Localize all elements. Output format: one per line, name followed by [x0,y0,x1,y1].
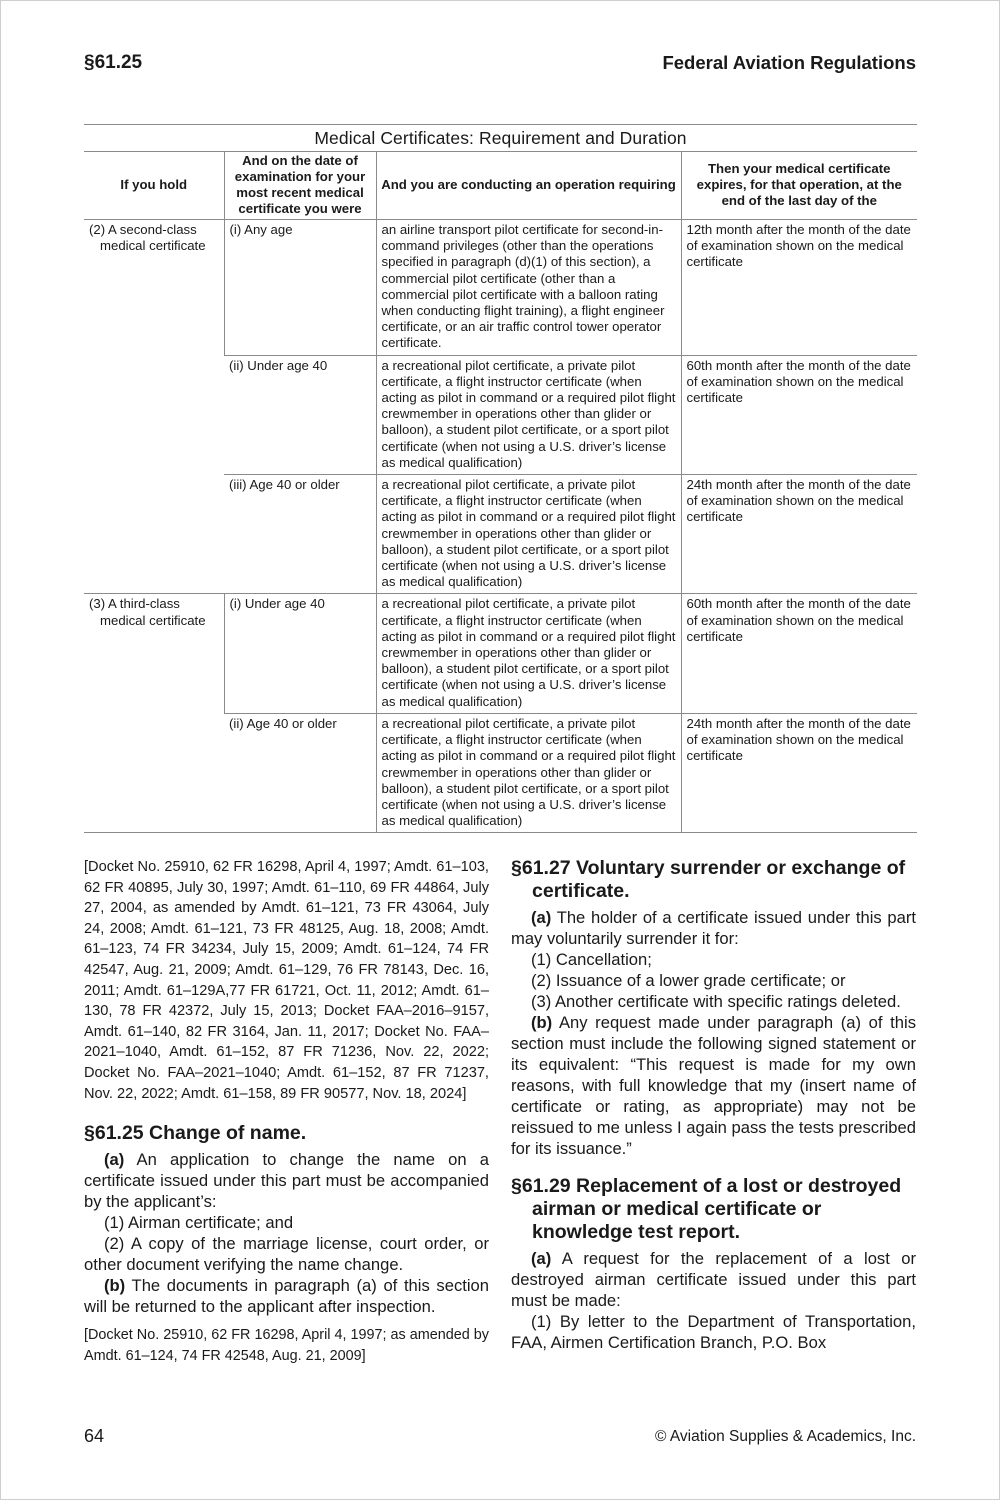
holder-cell-third-class: (3) A third-class medical certificate [84,594,224,833]
running-head-section: §61.25 [84,52,143,73]
expiration-cell: 24th month after the month of the date of examination shown on the medical certificate [681,713,917,832]
table-title: Medical Certificates: Requirement and Duration [84,124,917,151]
left-text-column [84,857,489,1366]
operation-cell: a recreational pilot certificate, a private pilot certificate, a flight instructor certificate (when acting as pilot in command or a required pilot flight crewmember in operations other than glider or balloon), a student pilot certificate, or a sport pilot certificate (when not using a U.S. driver’s license as medical qualification) [376,355,681,474]
paragraph-61-25-a2: (2) A copy of the marriage license, court order, or other document verifying the name change. [84,1234,489,1275]
section-heading-61-25: §61.25 Change of name. [84,1122,307,1145]
medical-certificates-table [84,124,917,833]
paragraph-61-29-a1: (1) By letter to the Department of Transportation, FAA, Airmen Certification Branch, P.O. Box [511,1312,916,1352]
holder-cell-second-class: (2) A second-class medical certificate [89,222,206,254]
section-heading-61-29: §61.29 Replacement of a lost or destroyed airman or medical certificate or knowledge test report. [511,1175,902,1243]
paragraph-61-25-b: (b) The documents in paragraph (a) of this section will be returned to the applicant after inspection. [84,1276,489,1317]
operation-cell: a recreational pilot certificate, a private pilot certificate, a flight instructor certificate (when acting as pilot in command or a required pilot flight crewmember in operations other than glider or balloon), a student pilot certificate, or a sport pilot certificate (when not using a U.S. driver’s license as medical qualification) [376,594,681,713]
citation-61-25: [Docket No. 25910, 62 FR 16298, April 4, 1997; as amended by Amdt. 61–124, 74 FR 42548, Aug. 21, 2009] [84,1327,489,1364]
age-cell: (iii) Age 40 or older [224,475,376,594]
page-number: 64 [84,1426,105,1446]
expiration-cell: 60th month after the month of the date of examination shown on the medical certificate [681,594,917,713]
table-row [84,594,917,713]
expiration-cell: 24th month after the month of the date of examination shown on the medical certificate [681,475,917,594]
paragraph-61-27-a: (a) The holder of a certificate issued under this part may voluntarily surrender it for: [511,908,916,948]
expiration-cell: 60th month after the month of the date of examination shown on the medical certificate [681,355,917,474]
paragraph-61-25-a: (a) An application to change the name on a certificate issued under this part must be accompanied by the applicant’s: [84,1150,489,1212]
table-row [84,220,917,356]
paragraph-61-29-a: (a) A request for the replacement of a lost or destroyed airman certificate issued under this part must be made: [511,1249,916,1310]
age-cell: (i) Under age 40 [224,594,376,713]
column-header-operation: And you are conducting an operation requiring [376,152,681,220]
age-cell: (ii) Age 40 or older [224,713,376,832]
expiration-cell: 12th month after the month of the date of examination shown on the medical certificate [681,220,917,356]
page-footer [84,1426,916,1448]
running-head [84,52,916,78]
column-header-age: And on the date of examination for your most recent medical certificate you were [224,152,376,220]
paragraph-61-25-a1: (1) Airman certificate; and [104,1213,294,1233]
paragraph-61-27-a3: (3) Another certificate with specific ratings deleted. [531,992,901,1011]
paragraph-61-27-a2: (2) Issuance of a lower grade certificate; or [531,971,846,990]
column-header-expires: Then your medical certificate expires, for that operation, at the end of the last day of the [681,152,917,220]
citation-61-23: [Docket No. 25910, 62 FR 16298, April 4, 1997; Amdt. 61–103, 62 FR 40895, July 30, 1997; Amdt. 61–110, 69 FR 44864, July 27, 2004, as amended by Amdt. 61–121, 73 FR 43064, July 24, 2008; Amdt. 61–121, 73 FR 48125, Aug. 18, 2008; Amdt. 61–123, 74 FR 34234, July 15, 2009; Amdt. 61–124, 74 FR 42547, Aug. 21, 2009; Amdt. 61–129, 76 FR 78143, Dec. 16, 2011; Amdt. 61–129A,77 FR 61721, Oct. 11, 2012; Amdt. 61–130, 78 FR 42372, July 15, 2013; Docket FAA–2016–9157, Amdt. 61–140, 82 FR 3164, Jan. 11, 2017; Docket No. FAA–2021–1040, Amdt. 61–152, 87 FR 71236, Nov. 22, 2022; Docket No. FAA–2021–1040; Amdt. 61–152, 87 FR 71237, Nov. 22, 2022; Amdt. 61–158, 89 FR 90577, Nov. 18, 2024] [84,859,489,1102]
operation-cell: a recreational pilot certificate, a private pilot certificate, a flight instructor certificate (when acting as pilot in command or a required pilot flight crewmember in operations other than glider or balloon), a student pilot certificate, or a sport pilot certificate (when not using a U.S. driver’s license as medical qualification) [376,475,681,594]
age-cell: (ii) Under age 40 [224,355,376,474]
age-cell: (i) Any age [224,220,376,356]
section-heading-61-27: §61.27 Voluntary surrender or exchange of certificate. [511,857,906,902]
spacer [84,1317,489,1325]
operation-cell: an airline transport pilot certificate for second-in-command privileges (other than the operations specified in paragraph (d)(1) of this section), a commercial pilot certificate (other than a commercial pilot certificate with a balloon rating when conducting flight training), a flight engineer certificate, or an air traffic control tower operator certificate. [376,220,681,356]
paragraph-61-27-a1: (1) Cancellation; [531,950,652,969]
running-head-title: Federal Aviation Regulations [662,52,916,73]
operation-cell: a recreational pilot certificate, a private pilot certificate, a flight instructor certificate (when acting as pilot in command or a required pilot flight crewmember in operations other than glider or balloon), a student pilot certificate, or a sport pilot certificate (when not using a U.S. driver’s license as medical qualification) [376,713,681,832]
right-text-column [511,857,916,1353]
column-header-holder: If you hold [84,152,224,220]
requirement-duration-table [84,151,917,833]
copyright-notice: © Aviation Supplies & Academics, Inc. [655,1428,916,1445]
table-header-row [84,152,917,220]
paragraph-61-27-b: (b) Any request made under paragraph (a) of this section must include the following signed statement or its equivalent: “This request is made for my own reasons, with full knowledge that my (insert name of certificate or rating, as appropriate) may not be reissued to me unless I again pass the tests prescribed for its issuance.” [511,1013,916,1158]
